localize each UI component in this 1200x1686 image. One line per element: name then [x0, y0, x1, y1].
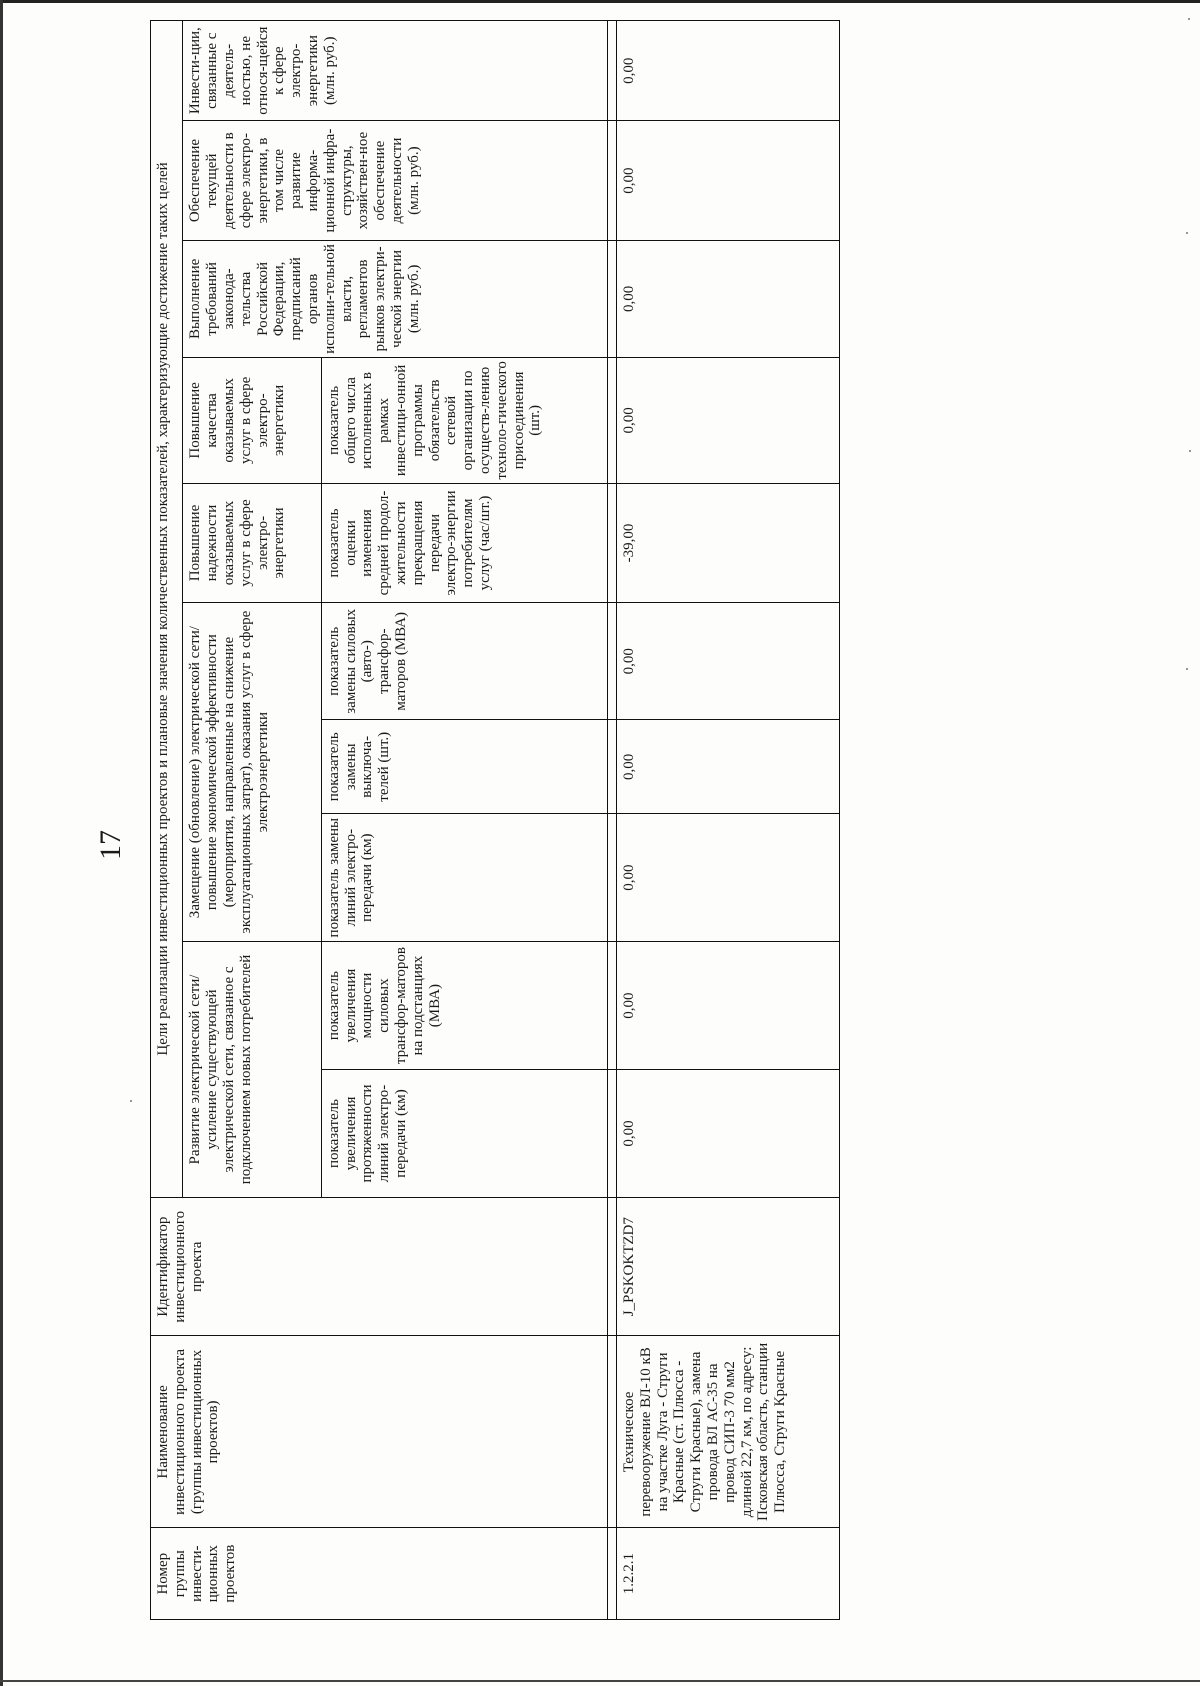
- row-legal-cell: 0,00: [617, 240, 840, 357]
- blank-cell: [608, 121, 617, 240]
- blank-cell: [608, 1070, 617, 1198]
- blank-cell: [608, 1197, 617, 1336]
- blank-cell: [608, 814, 617, 942]
- scan-speck: [1188, 18, 1190, 20]
- row-reliability-cell: -39,00: [617, 483, 840, 602]
- blank-cell: [608, 240, 617, 357]
- row-transformer-capacity-cell: 0,00: [617, 942, 840, 1070]
- blank-cell: [608, 1528, 617, 1620]
- row-transformers-replace-cell: 0,00: [617, 603, 840, 720]
- blank-cell: [608, 720, 617, 814]
- scan-edge-left: [0, 0, 3, 1686]
- row-quality-cell: 0,00: [617, 358, 840, 484]
- col-id-header: Идентификатор инвестиционного проекта: [151, 1197, 608, 1336]
- row-id-cell: J_PSKOKTZD7: [617, 1197, 840, 1336]
- scan-speck: [1186, 668, 1188, 670]
- rotated-table-wrapper: [150, 20, 840, 1620]
- group-reliability-header: Повышение надежности оказываемых услуг в сфере электро-энергетики: [183, 483, 321, 602]
- scan-speck: [1186, 232, 1188, 234]
- blank-cell: [608, 603, 617, 720]
- page-number: 17: [94, 830, 127, 860]
- blank-cell: [608, 1336, 617, 1528]
- row-other-cell: 0,00: [617, 21, 840, 121]
- col-name-header: Наименование инвестиционного проекта (группы инвестиционных проектов): [151, 1336, 608, 1528]
- group-development-header: Развитие электрической сети/усиление существующей электрической сети, связанное с подключением новых потребителей: [183, 942, 321, 1198]
- blank-cell: [608, 358, 617, 484]
- group-legal-header: Выполнение требований законода-тельства Российской Федерации, предписаний органов исполни-тельной власти, регламентов рынков электри-ческой энергии (млн. руб.): [183, 240, 608, 357]
- group-replacement-header: Замещение (обновление) электрической сети/повышение экономической эффективности (мероприятия, направленные на снижение эксплуатационных затрат), оказания услуг в сфере электроэнергетики: [183, 603, 321, 942]
- table-row: [617, 21, 840, 1620]
- scan-edge-bottom: [0, 1680, 1200, 1682]
- row-lines-length-cell: 0,00: [617, 1070, 840, 1198]
- blank-cell: [608, 483, 617, 602]
- row-lines-replace-cell: 0,00: [617, 814, 840, 942]
- row-number-cell: 1.2.2.1: [617, 1528, 840, 1620]
- header-row-title: [151, 21, 183, 1620]
- scan-edge-top: [0, 0, 1200, 3]
- blank-cell: [608, 21, 617, 121]
- group-quality-header: Повышение качества оказываемых услуг в сфере электро-энергетики: [183, 358, 321, 484]
- group-other-header: Инвести-ции, связанные с деятель-ностью, не относя-щейся к сфере электро-энергетики (млн. руб.): [183, 21, 608, 121]
- ind-transformers-replace-header: показатель замены силовых (авто-) трансфор-маторов (МВА): [321, 603, 607, 720]
- col-number-header: Номер группы инвести-ционных проектов: [151, 1528, 608, 1620]
- row-name-cell: Техническое перевооружение ВЛ-10 кВ на участке Луга - Струги Красные (ст. Плюсса - Струги Красные), замена провода ВЛ АС-35 на провод СИП-3 70 мм2 длиной 22,7 км, по адресу: Псковская область, станции Плюсса, Струги Красные: [617, 1336, 840, 1528]
- investment-goals-table: [150, 20, 840, 1620]
- row-breakers-cell: 0,00: [617, 720, 840, 814]
- ind-lines-replace-header: показатель замены линий электро-передачи (км): [321, 814, 607, 942]
- goals-title-header: Цели реализации инвестиционных проектов и плановые значения количественных показателей, характеризующие достижение таких целей: [151, 21, 183, 1198]
- row-ops-cell: 0,00: [617, 121, 840, 240]
- scan-speck: [130, 1100, 132, 1102]
- blank-cell: [608, 942, 617, 1070]
- scan-speck: [1189, 450, 1191, 452]
- ind-breakers-header: показатель замены выключа-телей (шт.): [321, 720, 607, 814]
- blank-row: [608, 21, 617, 1620]
- ind-transformer-capacity-header: показатель увеличения мощности силовых трансфор-маторов на подстанциях (МВА): [321, 942, 607, 1070]
- group-ops-header: Обеспечение текущей деятельности в сфере электро-энергетики, в том числе развитие информа-ционной инфра-структуры, хозяйствен-ное обеспечение деятельности (млн. руб.): [183, 121, 608, 240]
- ind-quality-header: показатель общего числа исполненных в рамках инвестици-онной программы обязательств сетевой организации по осуществ-лению техноло-гического присоединения (шт.): [321, 358, 607, 484]
- ind-reliability-header: показатель оценки изменения средней продол-жительности прекращения передачи электро-энергии потребителям услуг (час/шт.): [321, 483, 607, 602]
- ind-lines-length-header: показатель увеличения протяженности линий электро-передачи (км): [321, 1070, 607, 1198]
